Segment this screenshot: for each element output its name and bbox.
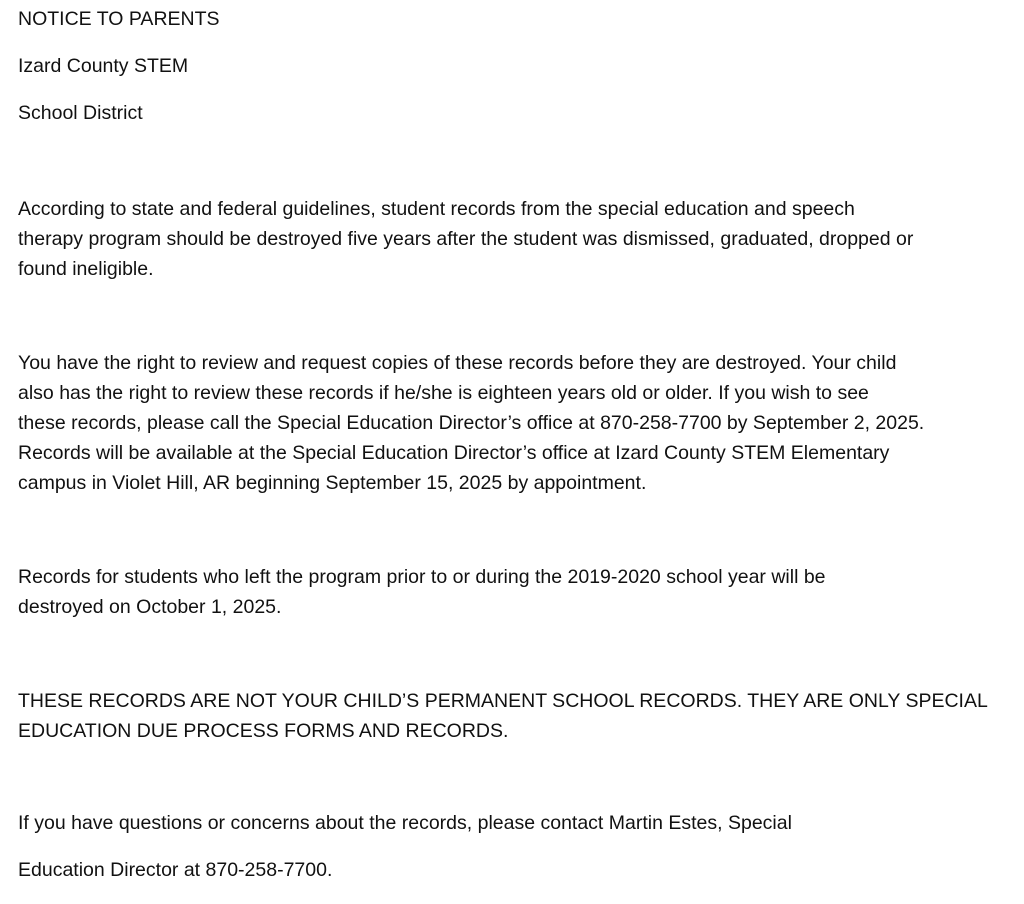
- paragraph-line: According to state and federal guidelines, student records from the special education and speech: [18, 198, 855, 220]
- contact-line-1: If you have questions or concerns about the records, please contact Martin Estes, Special: [18, 812, 792, 834]
- paragraph-line: EDUCATION DUE PROCESS FORMS AND RECORDS.: [18, 720, 509, 742]
- paragraph-line: these records, please call the Special Education Director’s office at 870-258-7700 by September 2, 2025.: [18, 412, 925, 434]
- paragraph-line: therapy program should be destroyed five years after the student was dismissed, graduated, dropped or: [18, 228, 914, 250]
- paragraph-line: Records will be available at the Special Education Director’s office at Izard County STEM Elementary: [18, 442, 890, 464]
- contact-line-2: Education Director at 870-258-7700.: [18, 859, 333, 881]
- paragraph-rights: [18, 348, 924, 498]
- paragraph-records-disclaimer: [18, 686, 988, 746]
- paragraph-guidelines: [18, 194, 913, 284]
- paragraph-line: You have the right to review and request copies of these records before they are destroyed. Your child: [18, 352, 897, 374]
- paragraph-line: campus in Violet Hill, AR beginning September 15, 2025 by appointment.: [18, 472, 647, 494]
- paragraph-destruction-date: [18, 562, 826, 622]
- paragraph-line: also has the right to review these records if he/she is eighteen years old or older. If you wish to see: [18, 382, 869, 404]
- paragraph-line: THESE RECORDS ARE NOT YOUR CHILD’S PERMANENT SCHOOL RECORDS. THEY ARE ONLY SPECIAL: [18, 690, 988, 712]
- paragraph-line: found ineligible.: [18, 258, 154, 280]
- district-name-line-1: Izard County STEM: [18, 55, 189, 77]
- district-name-line-2: School District: [18, 102, 143, 124]
- paragraph-line: destroyed on October 1, 2025.: [18, 596, 282, 618]
- paragraph-line: Records for students who left the program prior to or during the 2019-2020 school year will be: [18, 566, 826, 588]
- notice-title: NOTICE TO PARENTS: [18, 8, 220, 30]
